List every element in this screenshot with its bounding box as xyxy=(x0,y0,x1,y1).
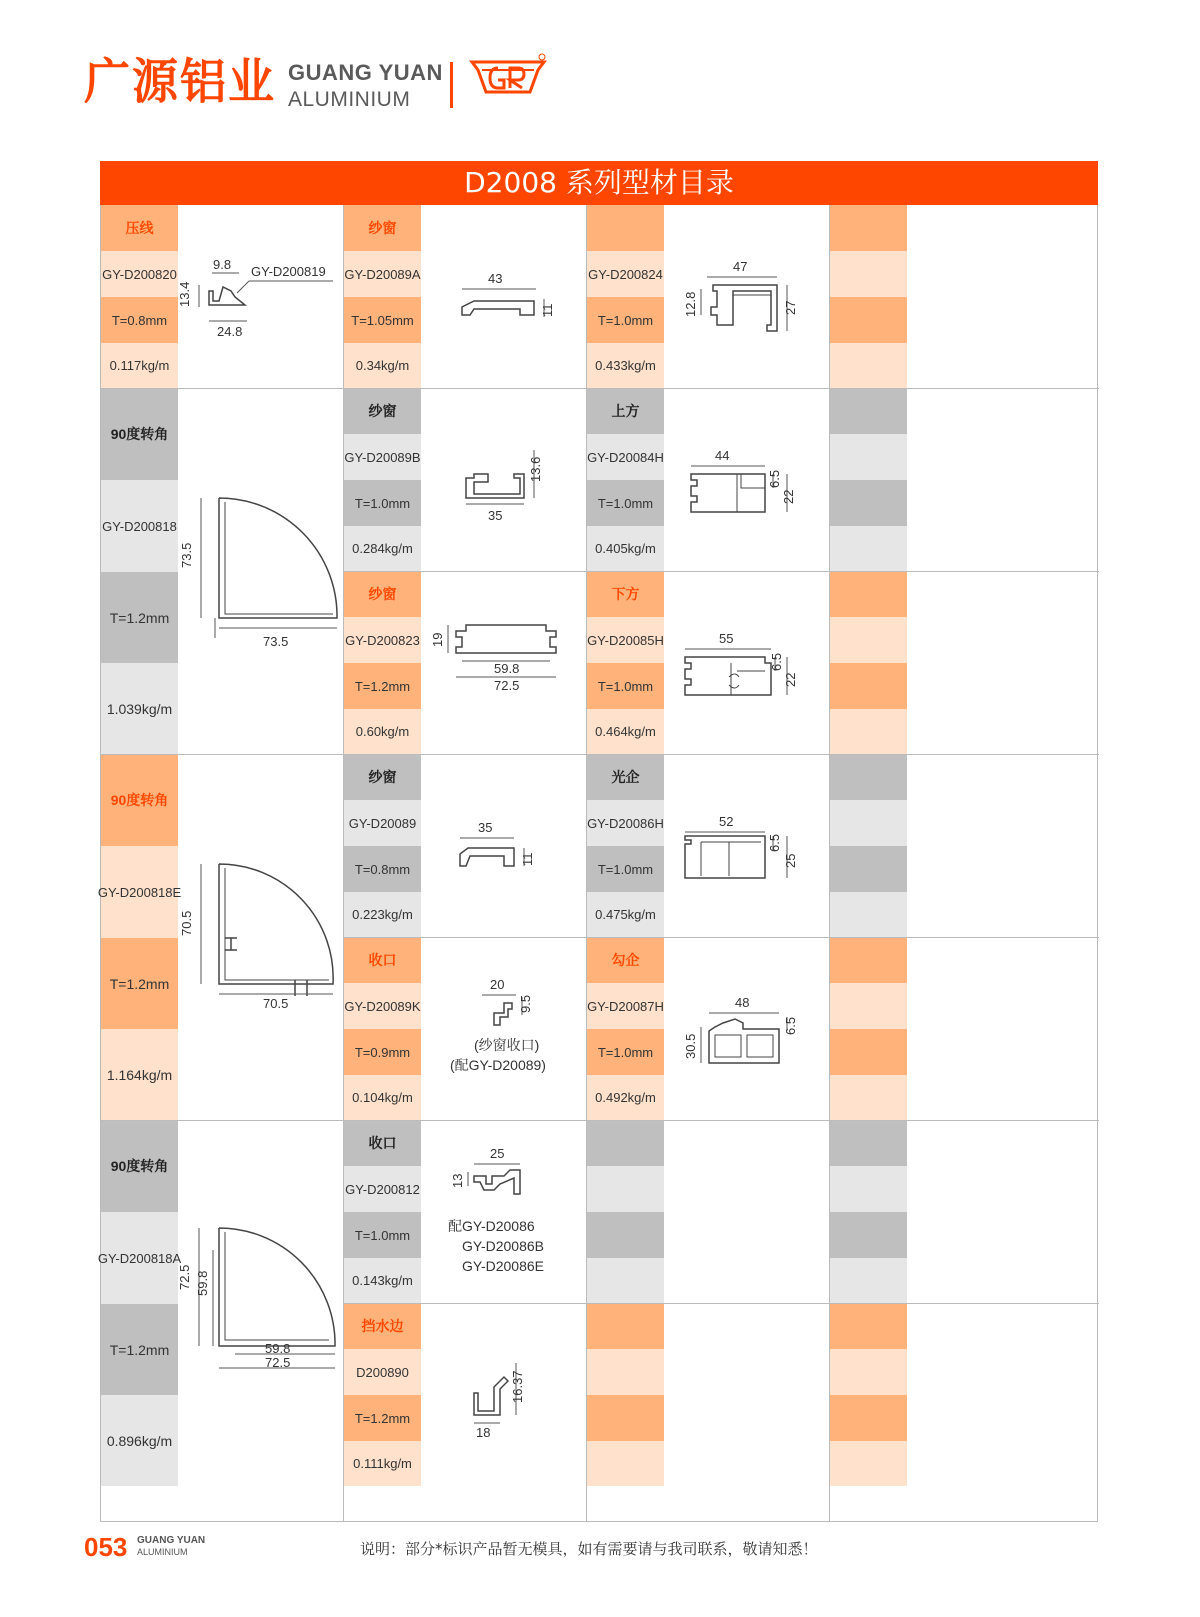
product-category: 压线 xyxy=(101,205,178,251)
grid-divider xyxy=(343,205,344,1522)
product-code: GY-D200824 xyxy=(587,251,664,297)
product-code: D200890 xyxy=(344,1349,421,1395)
profile-drawing xyxy=(444,814,584,894)
product-thickness: T=0.8mm xyxy=(344,846,421,892)
product-cell xyxy=(344,754,587,937)
dim-label: 13.4 xyxy=(177,281,192,307)
product-cell xyxy=(344,1303,587,1522)
empty-cell xyxy=(830,754,1099,937)
product-cell xyxy=(344,1120,587,1303)
grid-divider xyxy=(101,1120,1099,1121)
brand-name-en-line1: GUANG YUAN xyxy=(288,60,443,85)
profile-drawing xyxy=(464,973,564,1033)
product-code: GY-D20084H xyxy=(587,434,664,480)
product-code: GY-D20089A xyxy=(344,251,421,297)
dim-label: 22 xyxy=(783,672,798,687)
dim-label: 18 xyxy=(476,1425,491,1440)
dim-label: 19 xyxy=(430,632,445,647)
product-cell xyxy=(97,1120,344,1522)
product-thickness: T=1.0mm xyxy=(587,846,664,892)
dim-label: 11 xyxy=(520,852,535,866)
product-weight: 0.433kg/m xyxy=(587,343,664,388)
footer-brand-line1: GUANG YUAN xyxy=(137,1535,206,1546)
product-category: 纱窗 xyxy=(344,388,421,434)
product-thickness: T=1.0mm xyxy=(587,1029,664,1075)
product-weight: 0.492kg/m xyxy=(587,1075,664,1120)
product-code: GY-D20087H xyxy=(587,983,664,1029)
product-category: 90度转角 xyxy=(101,388,178,480)
dim-label: 27 xyxy=(783,300,798,315)
product-code: GY-D20089K xyxy=(344,983,421,1029)
profile-drawing xyxy=(426,621,586,711)
product-cell xyxy=(97,754,344,1120)
dim-label: 59.8 xyxy=(494,661,520,676)
product-weight: 0.405kg/m xyxy=(587,526,664,571)
footer-brand-line2: ALUMINIUM xyxy=(137,1547,188,1557)
grid-divider xyxy=(344,937,1099,938)
grid-divider xyxy=(344,571,1099,572)
empty-cell xyxy=(830,571,1099,754)
product-thickness: T=1.0mm xyxy=(344,1212,421,1258)
profile-drawing xyxy=(454,1333,584,1453)
profile-note: GY-D20086E xyxy=(462,1258,544,1274)
dim-label: 6.5 xyxy=(769,652,784,671)
catalog-grid xyxy=(97,205,1098,1522)
product-cell xyxy=(344,937,587,1120)
catalog-table xyxy=(97,161,1098,1522)
product-weight: 1.164kg/m xyxy=(101,1029,178,1120)
product-weight: 0.475kg/m xyxy=(587,892,664,937)
dim-label: 73.5 xyxy=(179,542,194,568)
product-code: GY-D200818A xyxy=(101,1212,178,1304)
dim-label: 35 xyxy=(488,508,503,523)
product-thickness: T=0.9mm xyxy=(344,1029,421,1075)
product-thickness: T=1.0mm xyxy=(587,663,664,709)
product-weight: 0.284kg/m xyxy=(344,526,421,571)
dim-label: 47 xyxy=(733,259,748,274)
product-thickness: T=0.8mm xyxy=(101,297,178,343)
grid-divider xyxy=(101,754,1099,755)
product-thickness: T=1.2mm xyxy=(101,1304,178,1395)
empty-cell xyxy=(830,1120,1099,1303)
dim-label: 70.5 xyxy=(263,996,289,1011)
profile-drawing xyxy=(677,255,827,345)
empty-cell xyxy=(587,1303,830,1522)
product-code: GY-D20089 xyxy=(344,800,421,846)
product-category: 收口 xyxy=(344,1120,421,1166)
profile-drawing xyxy=(179,854,344,1019)
empty-cell xyxy=(587,1120,830,1303)
profile-drawing xyxy=(179,488,344,653)
product-thickness: T=1.05mm xyxy=(344,297,421,343)
profile-drawing xyxy=(434,265,584,345)
product-cell xyxy=(101,205,344,388)
grid-divider xyxy=(829,205,830,1522)
dim-label: 6.5 xyxy=(783,1016,798,1035)
dim-label: 59.8 xyxy=(195,1270,210,1296)
brand-name-en-line2: ALUMINIUM xyxy=(288,88,411,111)
profile-drawing xyxy=(679,438,829,528)
dim-label: 48 xyxy=(735,995,750,1010)
product-thickness: T=1.2mm xyxy=(344,663,421,709)
dim-label: 20 xyxy=(490,977,505,992)
dim-label: 73.5 xyxy=(263,634,289,649)
empty-cell xyxy=(830,1303,1099,1522)
dim-label: 72.5 xyxy=(494,678,520,693)
empty-cell xyxy=(830,388,1099,571)
product-category: 纱窗 xyxy=(344,205,421,251)
product-weight: 0.143kg/m xyxy=(344,1258,421,1303)
product-cell xyxy=(344,388,587,571)
grid-divider xyxy=(344,1303,1099,1304)
profile-drawing xyxy=(179,1220,344,1385)
profile-drawing xyxy=(444,1140,584,1210)
profile-note: (纱窗收口) xyxy=(474,1037,540,1053)
profile-drawing xyxy=(679,621,829,711)
product-cell xyxy=(587,571,830,754)
product-category: 收口 xyxy=(344,937,421,983)
product-category: 90度转角 xyxy=(101,754,178,846)
dim-label: 59.8 xyxy=(265,1341,291,1356)
product-thickness: T=1.2mm xyxy=(101,938,178,1029)
profile-drawing xyxy=(444,438,584,538)
product-code: GY-D200818 xyxy=(101,480,178,572)
product-cell xyxy=(101,388,344,754)
dim-label: 16.37 xyxy=(510,1370,525,1403)
gr-shield-logo-icon xyxy=(468,52,548,102)
product-thickness: T=1.0mm xyxy=(344,480,421,526)
page-number: 053 xyxy=(84,1532,128,1562)
product-category: 90度转角 xyxy=(101,1120,178,1212)
product-cell xyxy=(344,571,587,754)
product-category: 纱窗 xyxy=(344,754,421,800)
dim-label: 9.8 xyxy=(213,257,232,272)
product-weight: 0.34kg/m xyxy=(344,343,421,388)
profile-note: 配GY-D20086 xyxy=(448,1218,535,1234)
product-weight: 0.464kg/m xyxy=(587,709,664,754)
product-category: 挡水边 xyxy=(344,1303,421,1349)
footer-note: 说明：部分*标识产品暂无模具，如有需要请与我司联系，敬请知悉！ xyxy=(360,1540,818,1558)
product-weight: 0.111kg/m xyxy=(344,1441,421,1486)
profile-drawing xyxy=(679,987,829,1087)
dim-label: 25 xyxy=(490,1146,505,1161)
dim-label: 72.5 xyxy=(265,1355,291,1370)
product-cell xyxy=(587,388,830,571)
product-weight: 0.896kg/m xyxy=(101,1395,178,1486)
dim-label: 72.5 xyxy=(177,1264,192,1290)
dim-label: 6.5 xyxy=(767,469,782,488)
brand-name-cn: 广源铝业 xyxy=(84,52,276,110)
callout-label: GY-D200819 xyxy=(251,264,326,279)
product-weight: 0.223kg/m xyxy=(344,892,421,937)
dim-label: 30.5 xyxy=(683,1033,698,1059)
profile-drawing xyxy=(679,804,829,894)
product-thickness: T=1.2mm xyxy=(101,572,178,663)
product-category: 纱窗 xyxy=(344,571,421,617)
dim-label: 43 xyxy=(488,271,503,286)
dim-label: 52 xyxy=(719,814,734,829)
profile-drawing xyxy=(179,245,344,345)
product-category: 勾企 xyxy=(587,937,664,983)
dim-label: 13 xyxy=(450,1173,465,1188)
product-code: GY-D200820 xyxy=(101,251,178,297)
product-cell xyxy=(587,937,830,1120)
empty-cell xyxy=(830,937,1099,1120)
product-category xyxy=(587,205,664,251)
product-weight: 0.60kg/m xyxy=(344,709,421,754)
product-cell xyxy=(344,205,587,388)
product-code: GY-D200818E xyxy=(101,846,178,938)
product-thickness: T=1.2mm xyxy=(344,1395,421,1441)
product-weight: 0.104kg/m xyxy=(344,1075,421,1120)
logo-separator xyxy=(450,62,453,108)
dim-label: 70.5 xyxy=(179,910,194,936)
dim-label: 44 xyxy=(715,448,730,463)
product-code: GY-D20086H xyxy=(587,800,664,846)
product-code: GY-D200823 xyxy=(344,617,421,663)
empty-cell xyxy=(830,205,1099,388)
product-category: 上方 xyxy=(587,388,664,434)
dim-label: 12.8 xyxy=(683,291,698,317)
dim-label: 55 xyxy=(719,631,734,646)
product-code: GY-D20089B xyxy=(344,434,421,480)
product-category: 光企 xyxy=(587,754,664,800)
product-code: GY-D200812 xyxy=(344,1166,421,1212)
dim-label: 25 xyxy=(783,853,798,868)
product-thickness: T=1.0mm xyxy=(587,297,664,343)
dim-label: 22 xyxy=(781,489,796,504)
product-cell xyxy=(587,205,830,388)
product-cell xyxy=(587,754,830,937)
product-weight: 1.039kg/m xyxy=(101,663,178,754)
grid-divider xyxy=(101,388,1099,389)
catalog-title: D2008 系列型材目录 xyxy=(100,161,1098,205)
profile-note: GY-D20086B xyxy=(462,1238,544,1254)
dim-label: 13.6 xyxy=(528,456,543,482)
grid-divider xyxy=(586,205,587,1522)
product-weight: 0.117kg/m xyxy=(101,343,178,388)
product-thickness: T=1.0mm xyxy=(587,480,664,526)
product-category: 下方 xyxy=(587,571,664,617)
dim-label: 6.5 xyxy=(767,833,782,852)
dim-label: 24.8 xyxy=(217,324,243,339)
dim-label: 35 xyxy=(478,820,493,835)
profile-note: (配GY-D20089) xyxy=(450,1057,546,1073)
dim-label: 11 xyxy=(540,303,555,317)
product-code: GY-D20085H xyxy=(587,617,664,663)
dim-label: 9.5 xyxy=(518,994,533,1013)
